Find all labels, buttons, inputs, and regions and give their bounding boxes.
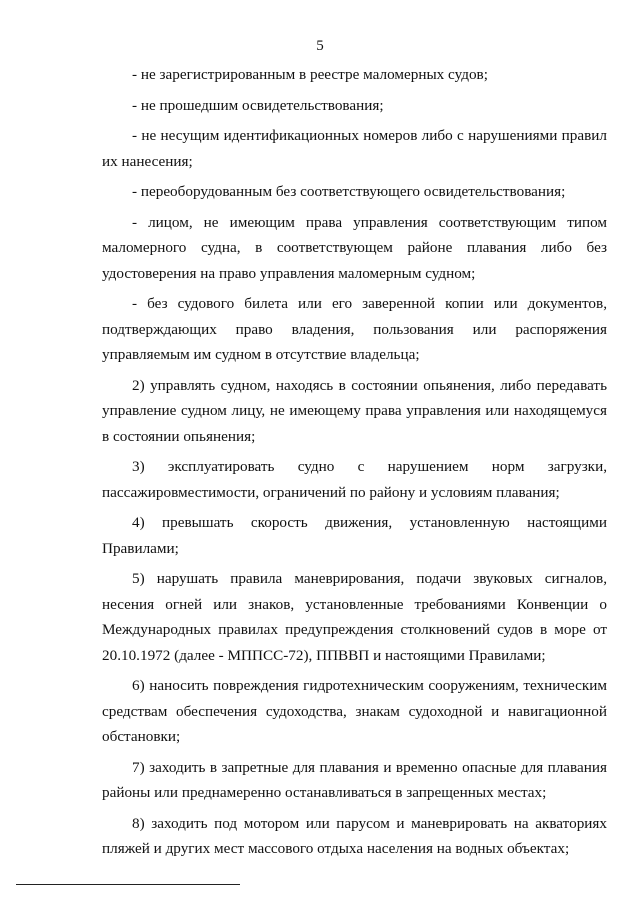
paragraph: 2) управлять судном, находясь в состоянии опьянения, либо передавать управление судном лицу, не имеющему права управления или находящемуся в состоянии опьянения; bbox=[102, 376, 607, 445]
paragraph: 4) превышать скорость движения, установленную настоящими Правилами; bbox=[102, 514, 607, 557]
paragraph: - лицом, не имеющим права управления соответствующим типом маломерного судна, в соответствующем районе плавания либо без удостоверения на право управления маломерным судном; bbox=[102, 213, 607, 282]
paragraph: 6) наносить повреждения гидротехническим сооружениям, техническим средствам обеспечения судоходства, знакам судоходной и навигационной обстановки; bbox=[102, 677, 607, 745]
paragraph: - не прошедшим освидетельствования; bbox=[132, 96, 384, 114]
paragraph: 7) заходить в запретные для плавания и временно опасные для плавания районы или преднамеренно останавливаться в запрещенных местах; bbox=[102, 758, 607, 801]
paragraph: 5) нарушать правила маневрирования, подачи звуковых сигналов, несения огней или знаков, установленные требованиями Конвенции о Международных правилах предупреждения столкновений судов в море от 20.10.1972 (далее - МППСС-72), ППВВП и настоящими Правилами; bbox=[102, 570, 607, 664]
paragraph: - не зарегистрированным в реестре маломерных судов; bbox=[132, 66, 488, 83]
paragraph: - без судового билета или его заверенной копии или документов, подтверждающих право владения, пользования или распоряжения управляемым им судном в отсутствие владельца; bbox=[102, 295, 607, 363]
paragraph: 8) заходить под мотором или парусом и маневрировать на акваториях пляжей и других мест массового отдыха населения на водных объектах; bbox=[102, 814, 607, 857]
footer-rule bbox=[16, 884, 240, 885]
paragraph: 3) эксплуатировать судно с нарушением норм загрузки, пассажировместимости, ограничений по району и условиям плавания; bbox=[102, 458, 607, 501]
document-body bbox=[102, 62, 607, 867]
paragraph: - не несущим идентификационных номеров либо с нарушениями правил их нанесения; bbox=[102, 127, 607, 170]
paragraph: - переоборудованным без соответствующего освидетельствования; bbox=[132, 183, 566, 200]
page-number: 5 bbox=[316, 38, 324, 54]
